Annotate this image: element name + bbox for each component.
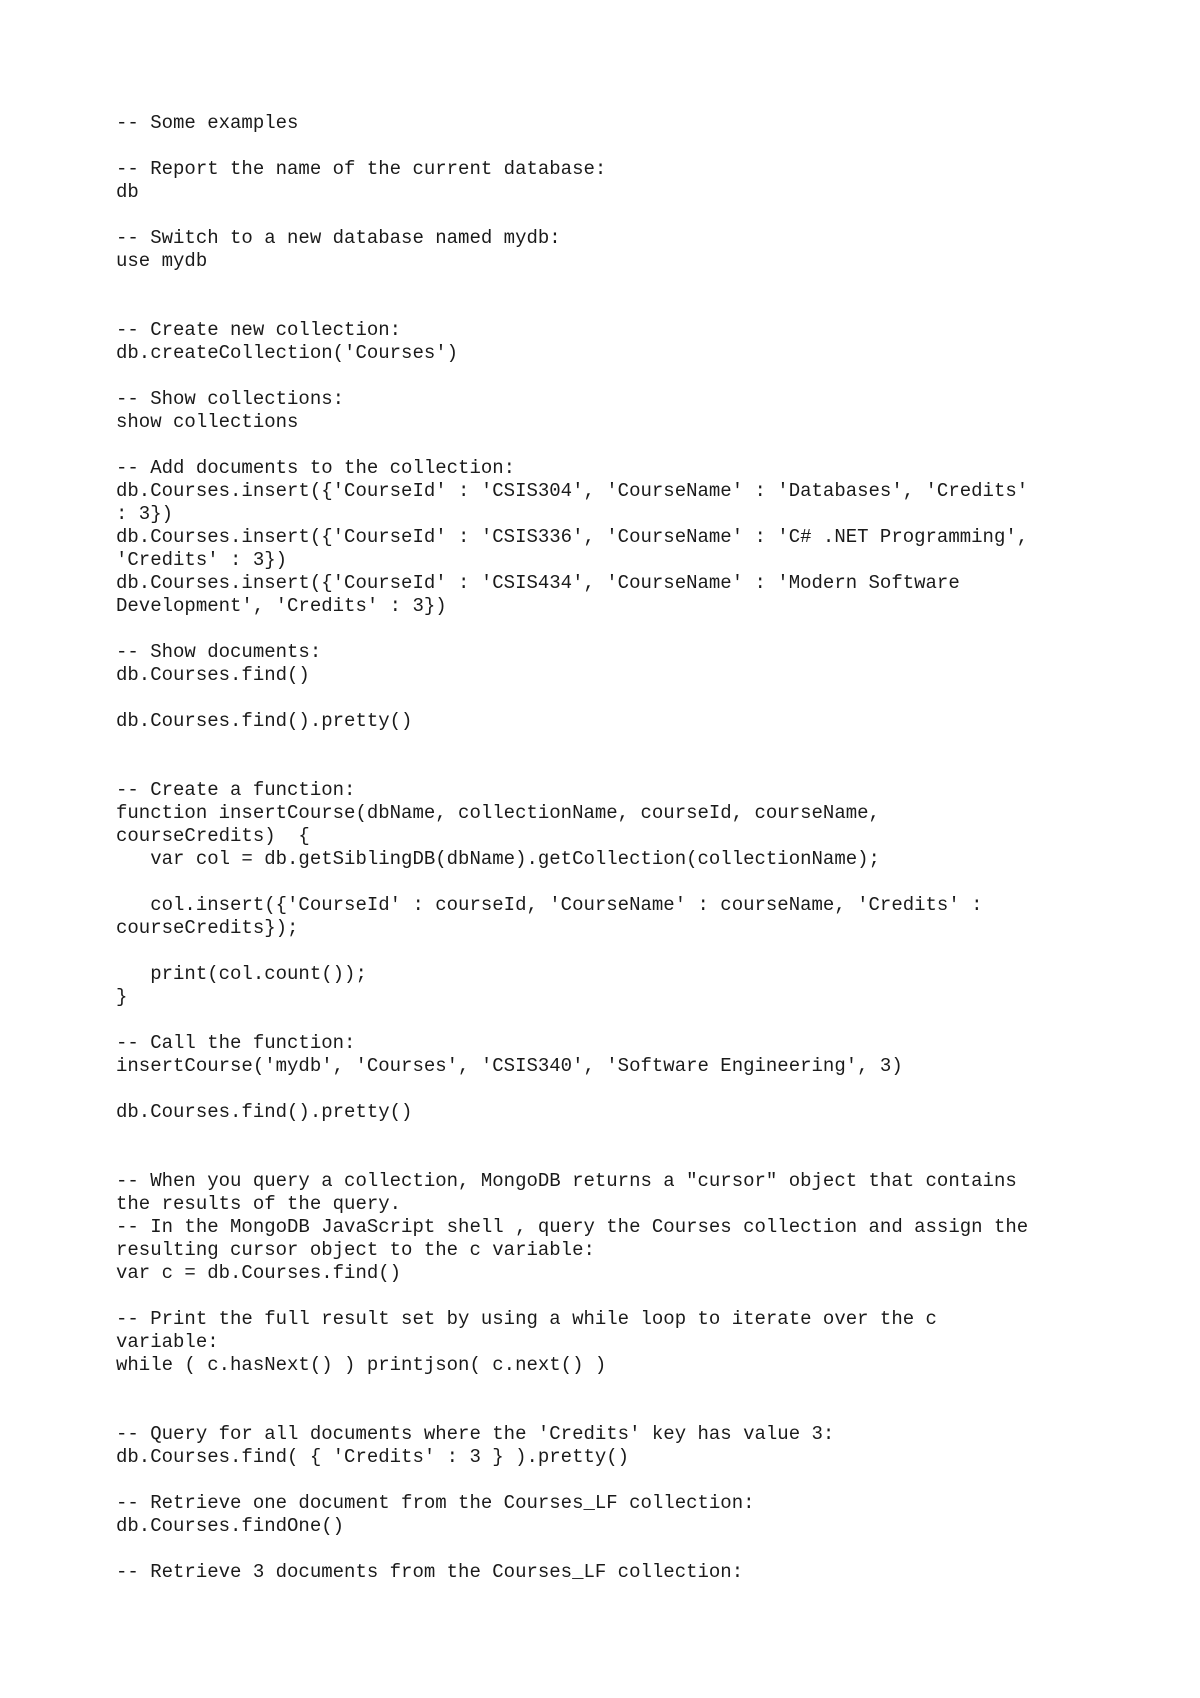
blank-line bbox=[116, 871, 1028, 894]
comment-line: -- When you query a collection, MongoDB returns a "cursor" object that contains bbox=[116, 1170, 1017, 1192]
comment-line: -- Create new collection: bbox=[116, 319, 402, 341]
code-line: 'Credits' : 3}) bbox=[116, 549, 288, 571]
code-line: db bbox=[116, 181, 139, 203]
code-line: while ( c.hasNext() ) printjson( c.next() ) bbox=[116, 1354, 607, 1376]
comment-line: -- Show collections: bbox=[116, 388, 345, 410]
blank-line bbox=[116, 1400, 1028, 1423]
code-line: col.insert({'CourseId' : courseId, 'CourseName' : courseName, 'Credits' : bbox=[116, 894, 983, 916]
code-line: db.Courses.find() bbox=[116, 664, 310, 686]
blank-line bbox=[116, 434, 1028, 457]
code-line: resulting cursor object to the c variable: bbox=[116, 1239, 595, 1261]
comment-line: -- Report the name of the current database: bbox=[116, 158, 607, 180]
blank-line bbox=[116, 618, 1028, 641]
comment-line: -- Retrieve one document from the Courses_LF collection: bbox=[116, 1492, 755, 1514]
code-line: courseCredits) { bbox=[116, 825, 310, 847]
code-line: db.Courses.findOne() bbox=[116, 1515, 345, 1537]
blank-line bbox=[116, 296, 1028, 319]
code-line: courseCredits}); bbox=[116, 917, 299, 939]
code-line: : 3}) bbox=[116, 503, 174, 525]
blank-line bbox=[116, 1377, 1028, 1400]
blank-line bbox=[116, 940, 1028, 963]
code-line: db.Courses.find().pretty() bbox=[116, 1101, 413, 1123]
comment-line: -- Print the full result set by using a while loop to iterate over the c bbox=[116, 1308, 937, 1330]
code-line: variable: bbox=[116, 1331, 219, 1353]
code-listing bbox=[116, 112, 1028, 1584]
blank-line bbox=[116, 687, 1028, 710]
code-line: } bbox=[116, 986, 128, 1008]
comment-line: -- In the MongoDB JavaScript shell , query the Courses collection and assign the bbox=[116, 1216, 1029, 1238]
code-line: db.Courses.insert({'CourseId' : 'CSIS304', 'CourseName' : 'Databases', 'Credits' bbox=[116, 480, 1029, 502]
comment-line: -- Switch to a new database named mydb: bbox=[116, 227, 561, 249]
comment-line: -- Add documents to the collection: bbox=[116, 457, 516, 479]
comment-line: -- Some examples bbox=[116, 112, 299, 134]
blank-line bbox=[116, 1009, 1028, 1032]
code-line: db.Courses.find().pretty() bbox=[116, 710, 413, 732]
code-line: insertCourse('mydb', 'Courses', 'CSIS340', 'Software Engineering', 3) bbox=[116, 1055, 903, 1077]
code-line: db.createCollection('Courses') bbox=[116, 342, 459, 364]
comment-line: -- Call the function: bbox=[116, 1032, 356, 1054]
blank-line bbox=[116, 1285, 1028, 1308]
blank-line bbox=[116, 733, 1028, 756]
code-line: show collections bbox=[116, 411, 299, 433]
blank-line bbox=[116, 365, 1028, 388]
blank-line bbox=[116, 1078, 1028, 1101]
blank-line bbox=[116, 1538, 1028, 1561]
blank-line bbox=[116, 135, 1028, 158]
blank-line bbox=[116, 273, 1028, 296]
comment-line: -- Query for all documents where the 'Credits' key has value 3: bbox=[116, 1423, 835, 1445]
code-line: db.Courses.insert({'CourseId' : 'CSIS336', 'CourseName' : 'C# .NET Programming', bbox=[116, 526, 1029, 548]
blank-line bbox=[116, 1124, 1028, 1147]
code-line: function insertCourse(dbName, collectionName, courseId, courseName, bbox=[116, 802, 880, 824]
comment-line: -- Retrieve 3 documents from the Courses_LF collection: bbox=[116, 1561, 744, 1583]
code-line: db.Courses.find( { 'Credits' : 3 } ).pretty() bbox=[116, 1446, 630, 1468]
code-line: print(col.count()); bbox=[116, 963, 367, 985]
blank-line bbox=[116, 204, 1028, 227]
comment-line: -- Create a function: bbox=[116, 779, 356, 801]
blank-line bbox=[116, 756, 1028, 779]
comment-line: -- Show documents: bbox=[116, 641, 322, 663]
blank-line bbox=[116, 1147, 1028, 1170]
code-line: use mydb bbox=[116, 250, 208, 272]
blank-line bbox=[116, 1469, 1028, 1492]
code-line: var col = db.getSiblingDB(dbName).getCollection(collectionName); bbox=[116, 848, 880, 870]
code-line: the results of the query. bbox=[116, 1193, 402, 1215]
code-line: db.Courses.insert({'CourseId' : 'CSIS434', 'CourseName' : 'Modern Software bbox=[116, 572, 960, 594]
code-line: Development', 'Credits' : 3}) bbox=[116, 595, 447, 617]
code-line: var c = db.Courses.find() bbox=[116, 1262, 402, 1284]
